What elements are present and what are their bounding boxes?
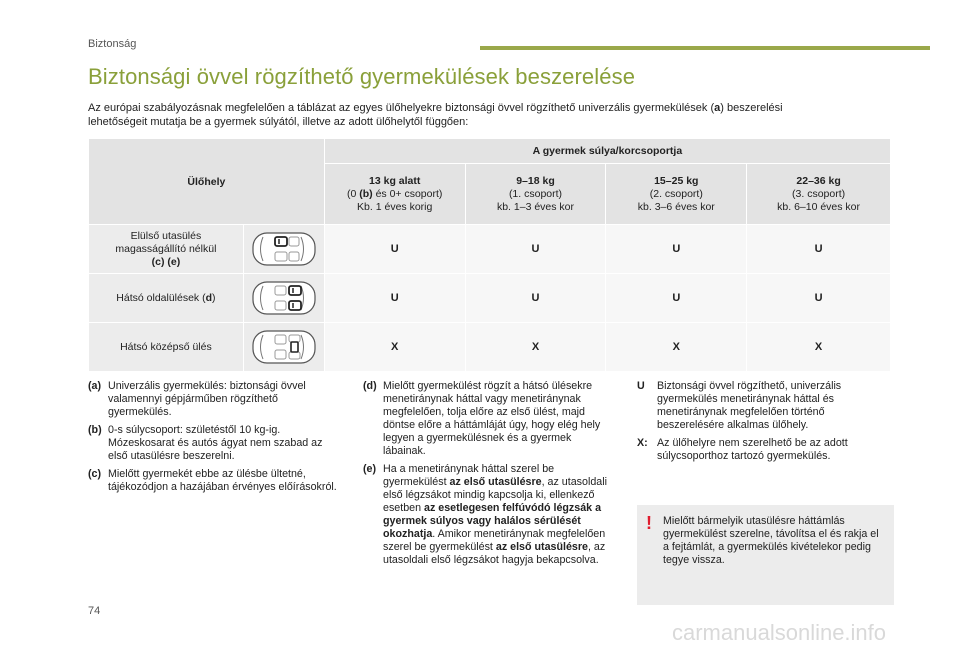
cell-value: U bbox=[606, 225, 747, 274]
watermark: carmanualsonline.info bbox=[672, 620, 887, 645]
cell-value: U bbox=[324, 225, 465, 274]
table-row bbox=[89, 225, 891, 274]
car-front-seat-icon bbox=[243, 225, 324, 274]
page-number: 74 bbox=[88, 605, 101, 617]
car-rear-side-seats-icon bbox=[243, 274, 324, 323]
section-divider-bar bbox=[480, 46, 930, 50]
table-row bbox=[89, 323, 891, 372]
legend-u: U Biztonsági övvel rögzíthető, univerzális gyermekülés menetiránynak háttal és menetiránynak megfelelően történő beszerelésére alkalmas ülőhely. bbox=[637, 380, 842, 431]
seat-label: Hátsó középső ülés bbox=[89, 323, 244, 372]
cell-value: U bbox=[324, 274, 465, 323]
intro-paragraph: Az európai szabályozásnak megfelelően a táblázat az egyes ülőhelyekre biztonsági övvel rögzíthető univerzális gyermekülések (a) beszerelési lehetőségeit mutatja be a gyermek súlyától, illetve az adott ülőhelytől függően: bbox=[88, 102, 783, 128]
weight-col-4: 22–36 kg (3. csoport) kb. 6–10 éves kor bbox=[747, 164, 891, 225]
footnote-b: (b) 0-s súlycsoport: születéstől 10 kg-ig. Mózeskosarat és autós ágyat nem szabad az első utasülésre beszerelni. bbox=[88, 424, 323, 462]
notes-left-column bbox=[88, 380, 340, 499]
warning-icon: ! bbox=[646, 513, 652, 533]
weight-col-3: 15–25 kg (2. csoport) kb. 3–6 éves kor bbox=[606, 164, 747, 225]
warning-text: Mielőtt bármelyik utasülésre háttámlás gyermekülést szerelne, távolítsa el és rakja el a fejtámlát, a gyermekülés kivételekor pedig tegye vissza. bbox=[663, 515, 879, 566]
child-seat-table bbox=[88, 138, 891, 372]
footnote-c: (c) Mielőtt gyermekét ebbe az ülésbe ültetné, tájékozódjon a hazájában érvényes előírásokról. bbox=[88, 468, 337, 493]
car-rear-center-seat-icon bbox=[243, 323, 324, 372]
footnote-d: (d) Mielőtt gyermekülést rögzít a hátsó ülésekre menetiránynak háttal vagy menetiránynak megfelelően, tolja előre az első ülést, majd döntse előre a háttámláját úgy, hogy elég hely legyen a gyermekülésnek és a gyermek lábainak. bbox=[363, 380, 601, 457]
table-row bbox=[89, 274, 891, 323]
notes-right-column bbox=[637, 380, 892, 468]
legend-x: X: Az ülőhelyre nem szerelhető be az adott súlycsoporthoz tartozó gyermekülés. bbox=[637, 437, 848, 462]
page-title: Biztonsági övvel rögzíthető gyermekülések beszerelése bbox=[88, 64, 636, 89]
cell-value: X bbox=[606, 323, 747, 372]
weight-group-header: A gyermek súlya/korcsoportja bbox=[324, 139, 890, 164]
seat-label: Elülső utasülés magasságállító nélkül (c) (e) bbox=[89, 225, 244, 274]
warning-box bbox=[637, 505, 894, 605]
seat-column-header: Ülőhely bbox=[89, 139, 325, 225]
cell-value: X bbox=[324, 323, 465, 372]
cell-value: U bbox=[465, 225, 606, 274]
notes-middle-column bbox=[363, 380, 613, 572]
cell-value: U bbox=[465, 274, 606, 323]
footnote-a: (a) Univerzális gyermekülés: biztonsági övvel valamennyi gépjárműben rögzíthető gyermekülés. bbox=[88, 380, 306, 418]
weight-col-1: 13 kg alatt (0 (b) és 0+ csoport) Kb. 1 éves korig bbox=[324, 164, 465, 225]
section-label: Biztonság bbox=[88, 38, 137, 50]
cell-value: U bbox=[747, 274, 891, 323]
cell-value: X bbox=[747, 323, 891, 372]
cell-value: X bbox=[465, 323, 606, 372]
weight-col-2: 9–18 kg (1. csoport) kb. 1–3 éves kor bbox=[465, 164, 606, 225]
seat-label: Hátsó oldalülések (d) bbox=[89, 274, 244, 323]
cell-value: U bbox=[747, 225, 891, 274]
footnote-e: (e) Ha a menetiránynak háttal szerel be gyermekülést az első utasülésre, az utasoldali első légzsákot mindig kapcsolja ki, ellenkező esetben az esetlegesen felfúvódó légzsák a gyermek súlyos vagy halálos sérülését okozhatja. Amikor menetiránynak megfelelően szerel be gyermekülést az első utasülésre, az utasoldali első légzsákot hagyja bekapcsolva. bbox=[363, 463, 607, 566]
cell-value: U bbox=[606, 274, 747, 323]
